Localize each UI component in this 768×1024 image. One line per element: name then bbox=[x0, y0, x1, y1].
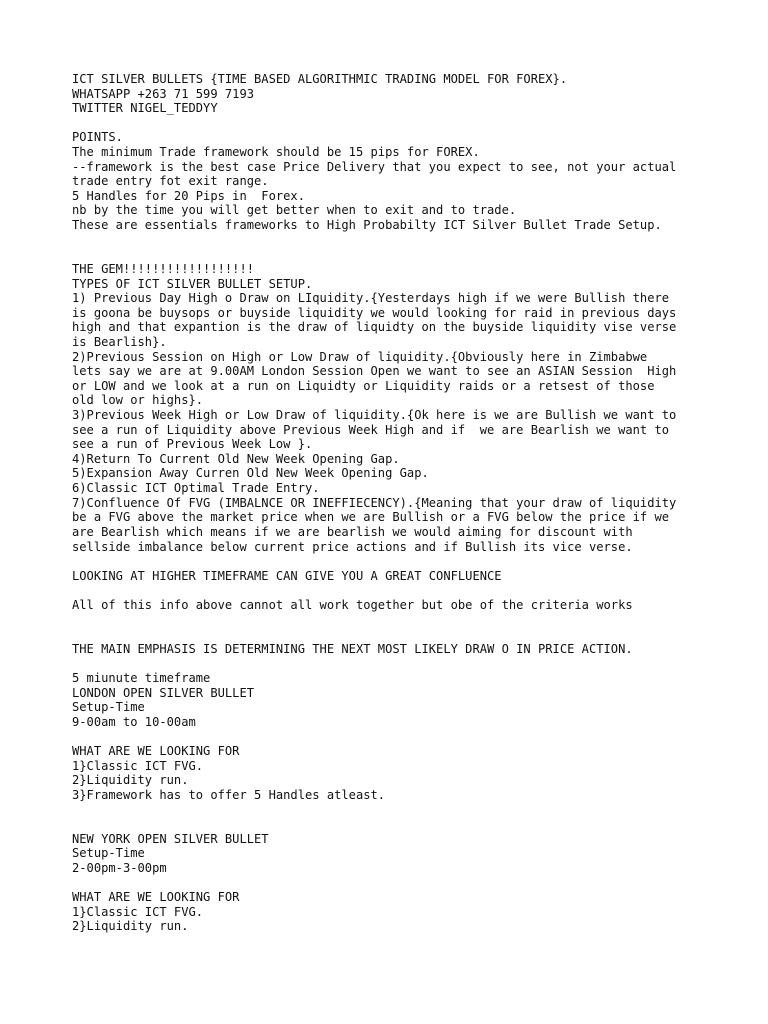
text-line: see a run of Previous Week Low }. bbox=[72, 437, 313, 452]
text-line bbox=[72, 729, 732, 744]
text-line: is Bearlish}. bbox=[72, 334, 167, 349]
text-line: TWITTER NIGEL_TEDDYY bbox=[72, 101, 218, 116]
text-line bbox=[72, 554, 732, 569]
text-line: lets say we are at 9.00AM London Session Open we want to see an ASIAN Session High bbox=[72, 364, 677, 379]
text-line: ICT SILVER BULLETS {TIME BASED ALGORITHMIC TRADING MODEL FOR FOREX}. bbox=[72, 72, 568, 86]
text-line: Setup-Time bbox=[72, 700, 145, 715]
text-line: All of this info above cannot all work together but obe of the criteria works bbox=[72, 597, 633, 612]
text-line: WHAT ARE WE LOOKING FOR bbox=[72, 890, 240, 905]
text-line: 7)Confluence Of FVG (IMBALNCE OR INEFFIECENCY).{Meaning that your draw of liquidity bbox=[72, 495, 677, 510]
text-line: Setup-Time bbox=[72, 846, 145, 861]
text-line bbox=[72, 627, 732, 642]
text-line: be a FVG above the market price when we are Bullish or a FVG below the price if we bbox=[72, 510, 670, 525]
text-line bbox=[72, 817, 732, 832]
text-line bbox=[72, 116, 732, 131]
text-line: 1}Classic ICT FVG. bbox=[72, 758, 204, 773]
text-line: 5)Expansion Away Curren Old New Week Opening Gap. bbox=[72, 466, 429, 481]
text-line bbox=[72, 247, 732, 262]
text-line: TYPES OF ICT SILVER BULLET SETUP. bbox=[72, 276, 313, 291]
text-line bbox=[72, 233, 732, 248]
text-line: NEW YORK OPEN SILVER BULLET bbox=[72, 831, 269, 846]
text-line: trade entry fot exit range. bbox=[72, 174, 269, 189]
text-line: POINTS. bbox=[72, 130, 123, 145]
text-line: 2}Liquidity run. bbox=[72, 919, 189, 934]
text-line: 4)Return To Current Old New Week Opening Gap. bbox=[72, 451, 400, 466]
text-line: 1}Classic ICT FVG. bbox=[72, 904, 204, 919]
document-body bbox=[72, 72, 732, 934]
text-line: These are essentials frameworks to High Probabilty ICT Silver Bullet Trade Setup. bbox=[72, 218, 662, 233]
text-line: LOOKING AT HIGHER TIMEFRAME CAN GIVE YOU A GREAT CONFLUENCE bbox=[72, 568, 502, 583]
text-line: LONDON OPEN SILVER BULLET bbox=[72, 685, 255, 700]
text-line: 6)Classic ICT Optimal Trade Entry. bbox=[72, 481, 320, 496]
text-line: or LOW and we look at a run on Liquidty or Liquidity raids or a retsest of those bbox=[72, 378, 655, 393]
text-line: are Bearlish which means if we are bearlish we would aiming for discount with bbox=[72, 524, 633, 539]
text-line: 9-00am to 10-00am bbox=[72, 714, 196, 729]
text-line: 3}Framework has to offer 5 Handles atleast. bbox=[72, 787, 386, 802]
text-line bbox=[72, 613, 732, 628]
text-line: 2)Previous Session on High or Low Draw of liquidity.{Obviously here in Zimbabwe bbox=[72, 349, 648, 364]
text-line: 2-00pm-3-00pm bbox=[72, 860, 167, 875]
text-line: THE MAIN EMPHASIS IS DETERMINING THE NEXT MOST LIKELY DRAW O IN PRICE ACTION. bbox=[72, 641, 633, 656]
text-line: 5 miunute timeframe bbox=[72, 670, 211, 685]
text-line: 2}Liquidity run. bbox=[72, 773, 189, 788]
text-line: 5 Handles for 20 Pips in Forex. bbox=[72, 188, 305, 203]
text-line: see a run of Liquidity above Previous Week High and if we are Bearlish we want to bbox=[72, 422, 670, 437]
text-line bbox=[72, 802, 732, 817]
text-line: is goona be buysops or buyside liquidity we would looking for raid in previous days bbox=[72, 305, 677, 320]
text-line: 3)Previous Week High or Low Draw of liquidity.{Ok here is we are Bullish we want to bbox=[72, 408, 677, 423]
text-line: high and that expantion is the draw of liquidty on the buyside liquidity vise verse bbox=[72, 320, 677, 335]
text-line: WHAT ARE WE LOOKING FOR bbox=[72, 744, 240, 759]
text-line: --framework is the best case Price Delivery that you expect to see, not your actual bbox=[72, 159, 677, 174]
text-line: THE GEM!!!!!!!!!!!!!!!!!! bbox=[72, 261, 255, 276]
text-line bbox=[72, 876, 732, 891]
text-line bbox=[72, 656, 732, 671]
text-line: 1) Previous Day High o Draw on LIquidity.{Yesterdays high if we were Bullish there bbox=[72, 291, 670, 306]
text-line: WHATSAPP +263 71 599 7193 bbox=[72, 86, 255, 101]
text-line bbox=[72, 583, 732, 598]
text-line: sellside imbalance below current price actions and if Bullish its vice verse. bbox=[72, 539, 633, 554]
text-line: nb by the time you will get better when to exit and to trade. bbox=[72, 203, 517, 218]
text-line: old low or highs}. bbox=[72, 393, 204, 408]
text-line: The minimum Trade framework should be 15 pips for FOREX. bbox=[72, 145, 480, 160]
